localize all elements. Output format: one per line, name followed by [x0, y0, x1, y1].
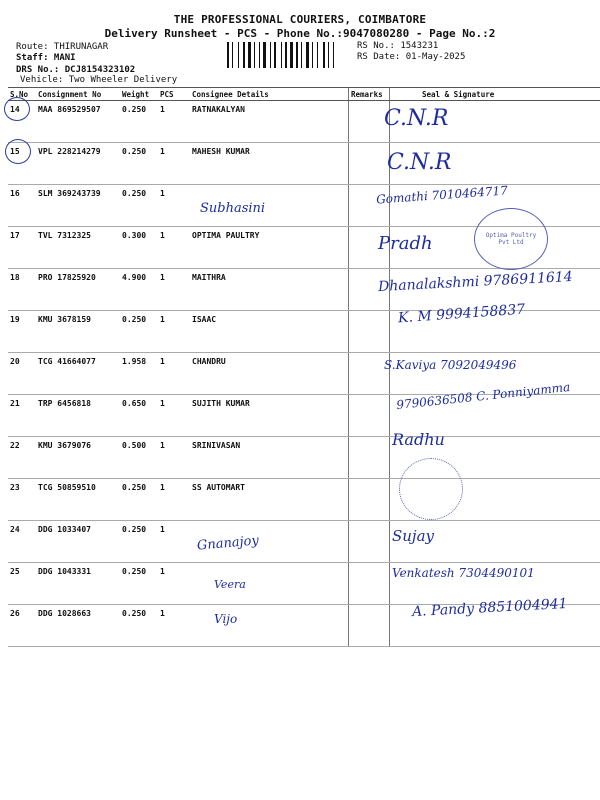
col-remarks: Remarks — [349, 88, 390, 101]
cell-pcs: 1 — [158, 521, 190, 563]
row14-circle-mark — [4, 97, 30, 121]
cell-consignment-no: TCG 41664077 — [36, 353, 120, 395]
cell-consignment-no: PRO 17825920 — [36, 269, 120, 311]
table-row — [8, 521, 600, 563]
signature-22: Radhu — [392, 430, 445, 449]
cell-remarks — [349, 311, 390, 353]
cell-weight: 0.250 — [120, 605, 158, 647]
cell-remarks — [349, 143, 390, 185]
col-weight: Weight — [120, 88, 158, 101]
cell-weight: 0.250 — [120, 311, 158, 353]
cell-remarks — [349, 395, 390, 437]
cell-pcs: 1 — [158, 437, 190, 479]
cell-remarks — [349, 479, 390, 521]
cell-sno: 21 — [8, 395, 36, 437]
cell-sno: 15 — [8, 143, 36, 185]
cell-pcs: 1 — [158, 311, 190, 353]
rs-number: RS No.: 1543231 — [357, 41, 439, 51]
col-consignment: Consignment No — [36, 88, 120, 101]
cell-pcs: 1 — [158, 269, 190, 311]
cell-consignee: MAHESH KUMAR — [190, 143, 349, 185]
signature-21: 9790636508 C. Ponniyamma — [395, 379, 571, 413]
barcode — [227, 42, 347, 68]
table-row — [8, 395, 600, 437]
cell-consignment-no: TRP 6456818 — [36, 395, 120, 437]
table-row — [8, 479, 600, 521]
cell-sno: 20 — [8, 353, 36, 395]
cell-weight: 1.958 — [120, 353, 158, 395]
cell-weight: 0.500 — [120, 437, 158, 479]
cell-consignment-no: TVL 7312325 — [36, 227, 120, 269]
runsheet-subtitle: Delivery Runsheet - PCS - Phone No.:9047080280 - Page No.:2 — [104, 27, 496, 40]
cell-consignment-no: DDG 1033407 — [36, 521, 120, 563]
cell-consignee: OPTIMA PAULTRY — [190, 227, 349, 269]
cell-sno: 23 — [8, 479, 36, 521]
cell-remarks — [349, 521, 390, 563]
cell-consignment-no: SLM 369243739 — [36, 185, 120, 227]
signature-15: C.N.R — [387, 150, 452, 175]
cell-weight: 0.250 — [120, 143, 158, 185]
vehicle-label: Vehicle: Two Wheeler Delivery — [20, 75, 178, 85]
cell-sno: 14 — [8, 101, 36, 143]
cell-consignee: RATNAKALYAN — [190, 101, 349, 143]
cell-remarks — [349, 437, 390, 479]
cell-pcs: 1 — [158, 353, 190, 395]
signature-26: A. Pandy 8851004941 — [411, 595, 568, 621]
table-row — [8, 143, 600, 185]
signature-14: C.N.R — [384, 106, 449, 131]
row15-circle-mark — [5, 139, 31, 164]
drs-label: DRS No.: DCJ8154323102 — [16, 65, 136, 75]
cell-sno: 19 — [8, 311, 36, 353]
col-consignee: Consignee Details — [190, 88, 349, 101]
cell-sno: 26 — [8, 605, 36, 647]
company-seal-stamp-17: Optima Poultry Pvt Ltd — [474, 208, 548, 270]
cell-pcs: 1 — [158, 185, 190, 227]
cell-consignment-no: DDG 1028663 — [36, 605, 120, 647]
cell-consignee: SUJITH KUMAR — [190, 395, 349, 437]
cell-sno: 18 — [8, 269, 36, 311]
cell-consignee: SRINIVASAN — [190, 437, 349, 479]
cell-sno: 24 — [8, 521, 36, 563]
cell-weight: 0.250 — [120, 521, 158, 563]
cell-sno: 16 — [8, 185, 36, 227]
table-row — [8, 437, 600, 479]
cell-weight: 4.900 — [120, 269, 158, 311]
cell-pcs: 1 — [158, 101, 190, 143]
cell-consignment-no: TCG 50859510 — [36, 479, 120, 521]
cell-consignment-no: VPL 228214279 — [36, 143, 120, 185]
cell-consignee: MAITHRA — [190, 269, 349, 311]
col-sno: S.No — [8, 88, 36, 101]
handwritten-name-26: Vijo — [214, 612, 238, 626]
col-pcs: PCS — [158, 88, 190, 101]
signature-16: Gomathi 7010464717 — [375, 183, 509, 207]
cell-pcs: 1 — [158, 227, 190, 269]
signature-19: K. M 9994158837 — [397, 301, 526, 327]
cell-pcs: 1 — [158, 143, 190, 185]
seal-stamp-23 — [399, 458, 463, 520]
signature-20: S.Kaviya 7092049496 — [384, 358, 517, 372]
cell-consignee: ISAAC — [190, 311, 349, 353]
cell-sno: 22 — [8, 437, 36, 479]
cell-consignee: CHANDRU — [190, 353, 349, 395]
table-header-row — [8, 88, 600, 101]
cell-consignment-no: DDG 1043331 — [36, 563, 120, 605]
cell-pcs: 1 — [158, 479, 190, 521]
handwritten-name-25: Veera — [214, 578, 246, 591]
handwritten-name-24: Gnanajoy — [196, 533, 260, 554]
cell-sno: 25 — [8, 563, 36, 605]
cell-weight: 0.250 — [120, 101, 158, 143]
signature-18: Dhanalakshmi 9786911614 — [377, 268, 574, 296]
cell-remarks — [349, 563, 390, 605]
signature-17: Pradh — [378, 233, 433, 254]
cell-remarks — [349, 605, 390, 647]
route-label: Route: THIRUNAGAR — [16, 42, 109, 52]
rs-date: RS Date: 01-May-2025 — [357, 52, 466, 62]
cell-consignee: SS AUTOMART — [190, 479, 349, 521]
staff-label: Staff: MANI — [16, 53, 76, 63]
cell-pcs: 1 — [158, 395, 190, 437]
cell-sno: 17 — [8, 227, 36, 269]
col-signature: Seal & Signature — [390, 88, 600, 101]
cell-consignment-no: KMU 3678159 — [36, 311, 120, 353]
table-row — [8, 101, 600, 143]
cell-weight: 0.300 — [120, 227, 158, 269]
cell-weight: 0.250 — [120, 479, 158, 521]
signature-24: Sujay — [392, 527, 435, 545]
cell-pcs: 1 — [158, 563, 190, 605]
cell-weight: 0.250 — [120, 563, 158, 605]
cell-pcs: 1 — [158, 605, 190, 647]
handwritten-name-16: Subhasini — [200, 201, 266, 216]
signature-25: Venkatesh 7304490101 — [392, 566, 535, 580]
cell-weight: 0.650 — [120, 395, 158, 437]
cell-consignment-no: MAA 869529507 — [36, 101, 120, 143]
cell-consignment-no: KMU 3679076 — [36, 437, 120, 479]
cell-weight: 0.250 — [120, 185, 158, 227]
company-title: THE PROFESSIONAL COURIERS, COIMBATORE — [173, 13, 427, 26]
